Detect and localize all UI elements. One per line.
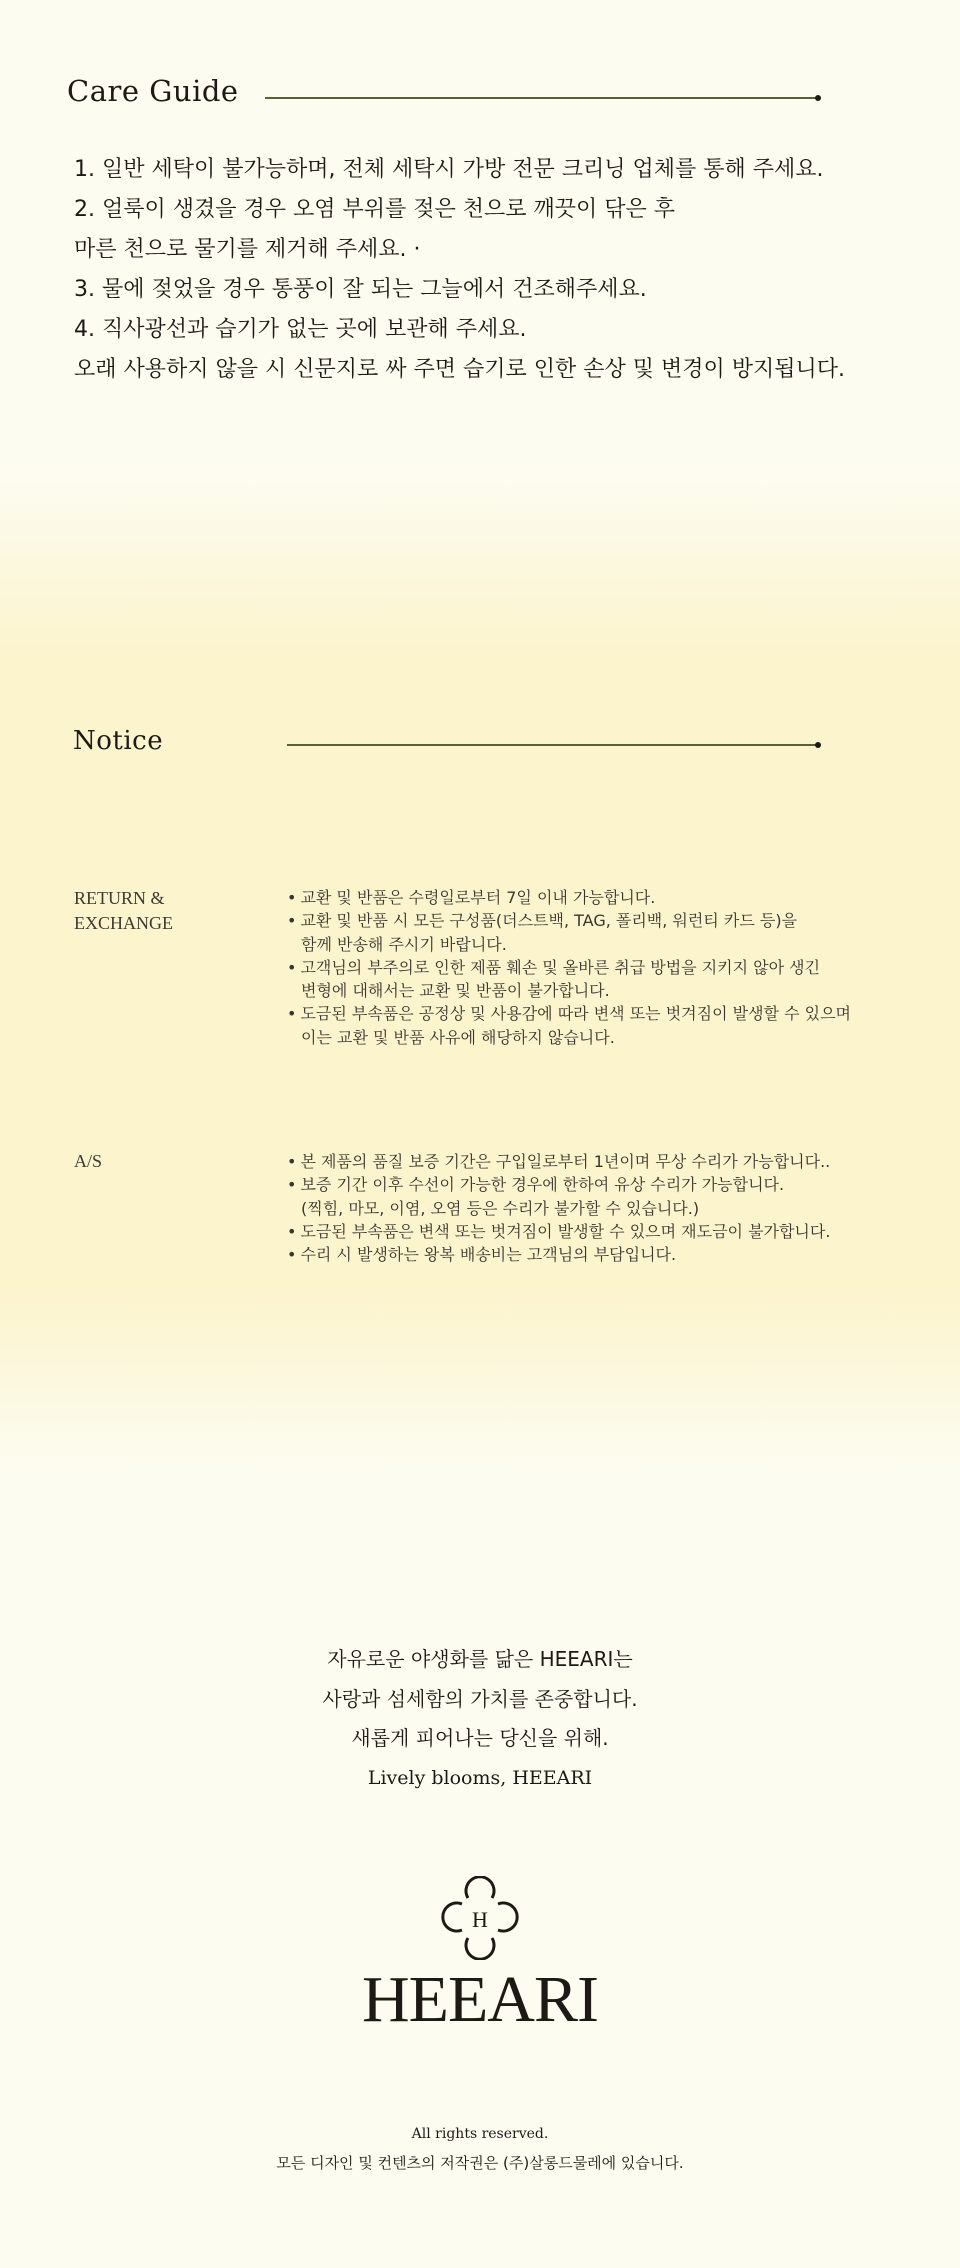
slogan-line: 자유로운 야생화를 닮은 HEEARI는 bbox=[327, 1647, 633, 1671]
brand-slogan bbox=[0, 1640, 960, 1798]
notice-item-cont: 변형에 대해서는 교환 및 반품이 불가합니다. bbox=[301, 981, 610, 1001]
slogan-line: 사랑과 섬세함의 가치를 존중합니다. bbox=[322, 1686, 638, 1711]
notice-item: • 도금된 부속품은 공정상 및 사용감에 따라 변색 또는 벗겨짐이 발생할 수 있으며 bbox=[287, 1002, 851, 1025]
care-guide-title: Care Guide bbox=[67, 74, 239, 108]
footer bbox=[0, 2120, 960, 2178]
return-label-line: RETURN & bbox=[74, 888, 165, 908]
care-line: 1. 일반 세탁이 불가능하며, 전체 세탁시 가방 전문 크리닝 업체를 통해 주세요. bbox=[74, 157, 824, 182]
care-guide-list bbox=[74, 150, 845, 390]
return-exchange-list bbox=[287, 886, 851, 1049]
as-list bbox=[287, 1150, 830, 1266]
notice-item-cont: 이는 교환 및 반품 사유에 해당하지 않습니다. bbox=[301, 1027, 615, 1047]
svg-text:H: H bbox=[472, 1907, 488, 1932]
heeari-logo-wordmark: HEEARI bbox=[362, 1963, 598, 2036]
footer-copyright: 모든 디자인 및 컨텐츠의 저작권은 (주)살롱드물레에 있습니다. bbox=[276, 2154, 684, 2172]
notice-item-cont: 함께 반송해 주시기 바랍니다. bbox=[301, 934, 507, 954]
care-guide-divider bbox=[265, 97, 818, 99]
return-exchange-label bbox=[74, 886, 173, 936]
return-label-line: EXCHANGE bbox=[74, 913, 173, 933]
notice-title: Notice bbox=[73, 726, 164, 756]
notice-item: • 고객님의 부주의로 인한 제품 훼손 및 올바른 취급 방법을 지키지 않아 생긴 bbox=[287, 956, 851, 979]
as-label: A/S bbox=[74, 1151, 103, 1171]
notice-item-cont: (찍힘, 마모, 이염, 오염 등은 수리가 불가할 수 있습니다.) bbox=[301, 1198, 700, 1218]
heeari-monogram-icon bbox=[440, 1876, 520, 1960]
notice-item: • 수리 시 발생하는 왕복 배송비는 고객님의 부담입니다. bbox=[287, 1243, 830, 1266]
notice-item: • 도금된 부속품은 변색 또는 벗겨짐이 발생할 수 있으며 재도금이 불가합니다. bbox=[287, 1220, 830, 1243]
notice-divider bbox=[287, 744, 818, 746]
care-line: 마른 천으로 물기를 제거해 주세요. · bbox=[74, 237, 421, 262]
care-line: 4. 직사광선과 습기가 없는 곳에 보관해 주세요. bbox=[74, 317, 527, 342]
notice-item: • 보증 기간 이후 수선이 가능한 경우에 한하여 유상 수리가 가능합니다. bbox=[287, 1173, 830, 1196]
slogan-line: 새롭게 피어나는 당신을 위해. bbox=[351, 1726, 609, 1750]
notice-item: • 교환 및 반품은 수령일로부터 7일 이내 가능합니다. bbox=[287, 886, 851, 909]
care-line: 오래 사용하지 않을 시 신문지로 싸 주면 습기로 인한 손상 및 변경이 방지됩니다. bbox=[74, 357, 845, 382]
footer-rights: All rights reserved. bbox=[411, 2126, 549, 2142]
care-line: 2. 얼룩이 생겼을 경우 오염 부위를 젖은 천으로 깨끗이 닦은 후 bbox=[74, 197, 675, 222]
care-line: 3. 물에 젖었을 경우 통풍이 잘 되는 그늘에서 건조해주세요. bbox=[74, 277, 647, 302]
slogan-line: Lively blooms, HEEARI bbox=[367, 1766, 593, 1789]
notice-item: • 교환 및 반품 시 모든 구성품(더스트백, TAG, 폴리백, 워런티 카드 등)을 bbox=[287, 909, 851, 932]
notice-item: • 본 제품의 품질 보증 기간은 구입일로부터 1년이며 무상 수리가 가능합니다.. bbox=[287, 1150, 830, 1173]
